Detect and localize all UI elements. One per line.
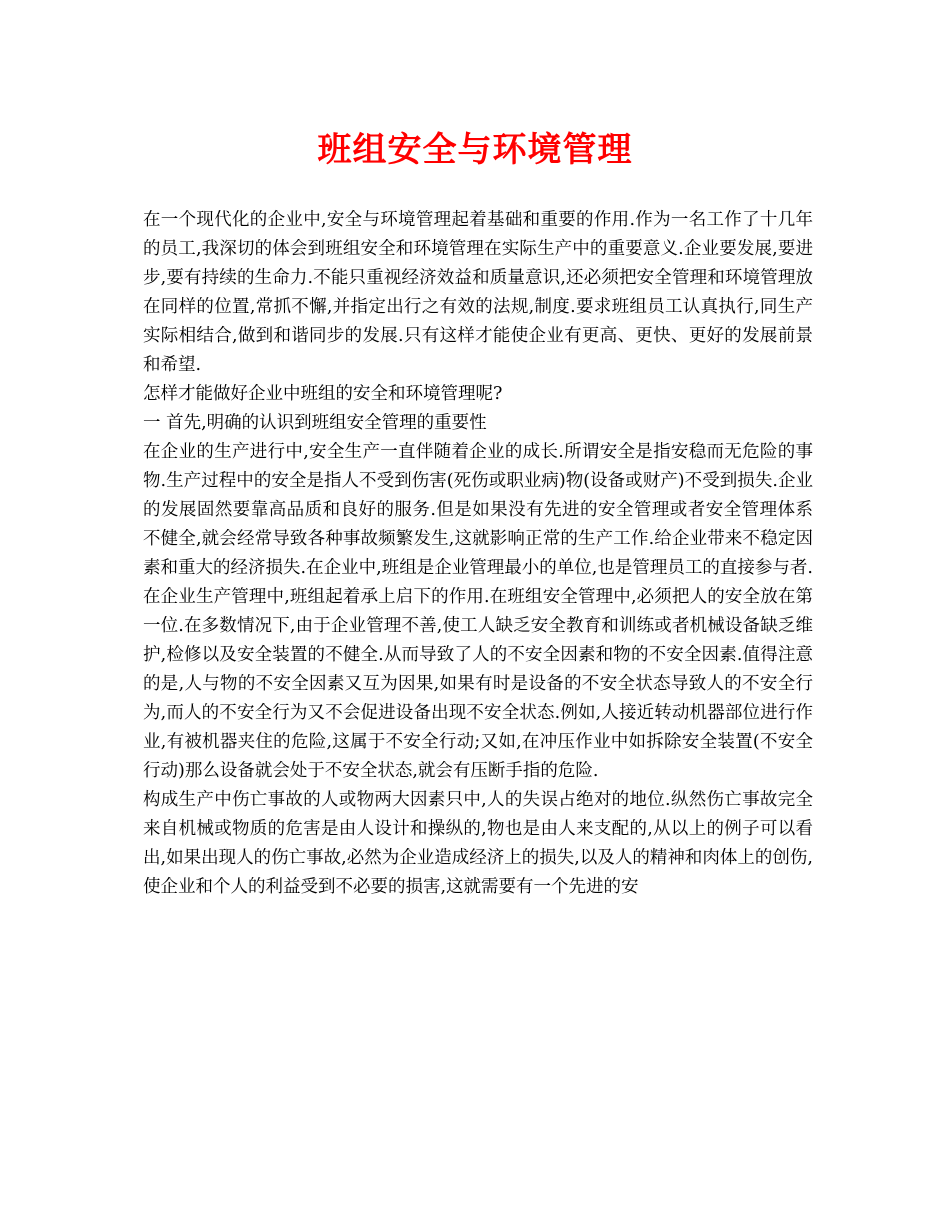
paragraph-intro: 在一个现代化的企业中,安全与环境管理起着基础和重要的作用.作为一名工作了十几年的员工,我深切的体会到班组安全和环境管理在实际生产中的重要意义.企业要发展,要进步,要有持续的生命力.不能只重视经济效益和质量意识,还必须把安全管理和环境管理放在同样的位置,常抓不懈,并指定出行之有效的法规,制度.要求班组员工认真执行,同生产实际相结合,做到和谐同步的发展.只有这样才能使企业有更高、更快、更好的发展前景和希望. [143, 210, 813, 375]
paragraph-accident-factors: 构成生产中伤亡事故的人或物两大因素只中,人的失误占绝对的地位.纵然伤亡事故完全来自机械或物质的危害是由人设计和操纵的,物也是由人来支配的,从以上的例子可以看出,如果出现人的伤亡事故,必然为企业造成经济上的损失,以及人的精神和肉体上的创伤,使企业和个人的利益受到不必要的损害,这就需要有一个先进的安 [143, 790, 813, 897]
paragraph-safety-importance: 在企业的生产进行中,安全生产一直伴随着企业的成长.所谓安全是指安稳而无危险的事物.生产过程中的安全是指人不受到伤害(死伤或职业病)物(设备或财产)不受到损失.企业的发展固然要靠高品质和良好的服务.但是如果没有先进的安全管理或者安全管理体系不健全,就会经常导致各种事故频繁发生,这就影响正常的生产工作.给企业带来不稳定因素和重大的经济损失.在企业中,班组是企业管理最小的单位,也是管理员工的直接参与者.在企业生产管理中,班组起着承上启下的作用.在班组安全管理中,必须把人的安全放在第一位.在多数情况下,由于企业管理不善,使工人缺乏安全教育和训练或者机械设备缺乏维护,检修以及安全装置的不健全.从而导致了人的不安全因素和物的不安全因素.值得注意的是,人与物的不安全因素又互为因果,如果有时是设备的不安全状态导致人的不安全行为,而人的不安全行为又不会促进设备出现不安全状态.例如,人接近转动机器部位进行作业,有被机器夹住的危险,这属于不安全行动;又如,在冲压作业中如拆除安全装置(不安全行动)那么设备就会处于不安全状态,就会有压断手指的危险. [143, 442, 813, 781]
section-heading-1: 一 首先,明确的认识到班组安全管理的重要性 [143, 413, 487, 433]
document-body [143, 206, 813, 902]
paragraph-question: 怎样才能做好企业中班组的安全和环境管理呢? [143, 384, 503, 404]
document-title: 班组安全与环境管理 [317, 130, 633, 170]
